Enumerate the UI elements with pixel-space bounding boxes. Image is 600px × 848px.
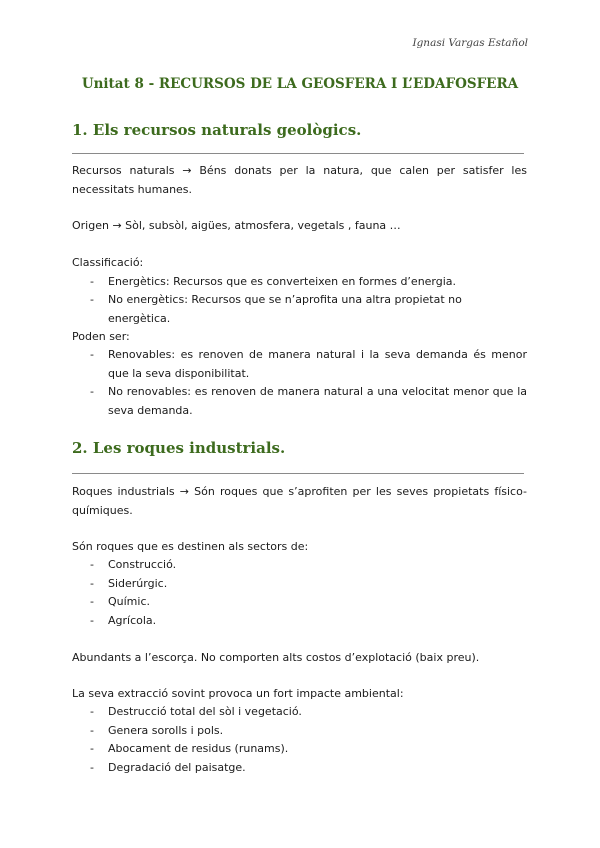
list-item: - No renovables: es renoven de manera natural a una velocitat menor que la seva demanda. xyxy=(90,385,527,417)
list-item: - Abocament de residus (runams). xyxy=(90,742,289,755)
page-title: Unitat 8 - RECURSOS DE LA GEOSFERA I L’EDAFOSFERA xyxy=(81,76,519,92)
list-item: - Genera sorolls i pols. xyxy=(90,724,224,737)
list-item: - Agrícola. xyxy=(90,614,157,627)
list-item: - No energètics: Recursos que se n’aprofita una altra propietat no energètica. xyxy=(90,293,462,325)
list-item: - Químic. xyxy=(90,595,151,608)
list-item: - Siderúrgic. xyxy=(90,577,168,590)
origin-text: Origen → Sòl, subsòl, aigües, atmosfera, vegetals , fauna … xyxy=(72,219,401,232)
abundance-text: Abundants a l’escorça. No comporten alts costos d’explotació (baix preu). xyxy=(72,651,480,664)
classification-label: Classificació: xyxy=(72,256,144,269)
sectors-label: Són roques que es destinen als sectors de: xyxy=(72,540,309,553)
list-item: - Degradació del paisatge. xyxy=(90,761,246,774)
section2-divider xyxy=(72,473,524,474)
impact-label: La seva extracció sovint provoca un fort impacte ambiental: xyxy=(72,687,404,700)
types-label: Poden ser: xyxy=(72,330,130,343)
list-item: - Renovables: es renoven de manera natural i la seva demanda és menor que la seva disponibilitat. xyxy=(90,348,527,380)
section2-heading: 2. Les roques industrials. xyxy=(72,439,286,457)
list-item: - Destrucció total del sòl i vegetació. xyxy=(90,705,302,718)
natural-resources-definition: Recursos naturals → Béns donats per la natura, que calen per satisfer les necessitats humanes. xyxy=(72,164,527,196)
section1-heading: 1. Els recursos naturals geològics. xyxy=(72,121,362,139)
list-item: - Construcció. xyxy=(90,558,177,571)
list-item: - Energètics: Recursos que es converteixen en formes d’energia. xyxy=(90,275,457,288)
author-name: Ignasi Vargas Estañol xyxy=(412,37,528,49)
industrial-rocks-definition: Roques industrials → Són roques que s’aprofiten per les seves propietats físico-químiques. xyxy=(72,485,527,517)
section1-divider xyxy=(72,153,524,154)
